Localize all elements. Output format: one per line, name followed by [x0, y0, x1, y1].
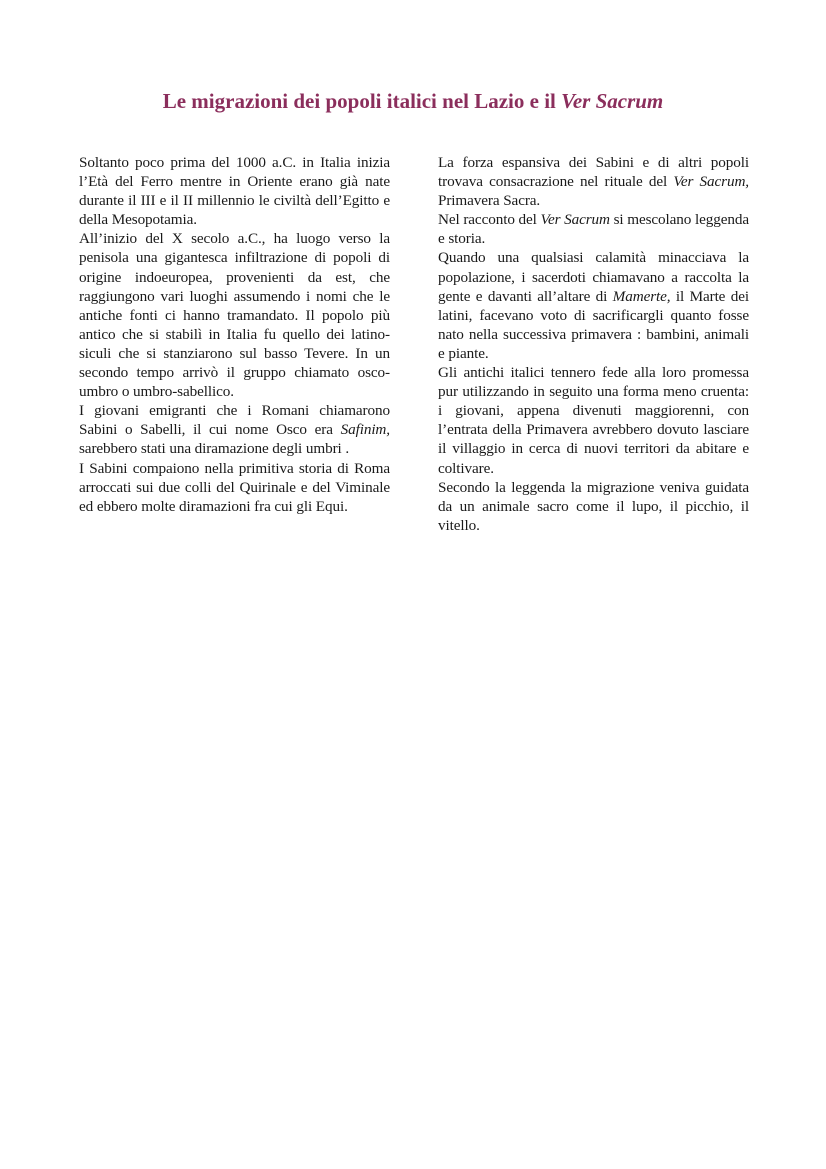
text-run: La forza espansiva dei Sabini e di altri popoli trovava consacrazione nel rituale del	[438, 154, 749, 191]
paragraph	[438, 210, 749, 248]
left-column	[79, 153, 390, 516]
text-run: Primavera Sacra.	[438, 192, 541, 210]
paragraph	[438, 248, 749, 363]
title-italic: Ver Sacrum	[561, 89, 664, 113]
title-main: Le migrazioni dei popoli italici nel Lazio e il	[162, 89, 562, 113]
text-run: si mescolano leggenda e storia.	[438, 211, 750, 248]
italic-text: Ver Sacrum,	[673, 173, 750, 191]
text-run: Quando una qualsiasi calamità minacciava la popolazione, i sacerdoti chiamavano a raccolta la gente e davanti all’altare di	[438, 249, 749, 305]
paragraph: Secondo la leggenda la migrazione veniva guidata da un animale sacro come il lupo, il picchio, il vitello.	[438, 478, 749, 534]
italic-text: Ver Sacrum	[540, 211, 610, 229]
paragraph: Gli antichi italici tennero fede alla loro promessa pur utilizzando in seguito una forma meno cruenta: i giovani, appena divenuti maggiorenni, con l’entrata della Primavera avrebbero dovuto lasciare il villaggio in cerca di nuovi territori da abitare e coltivare.	[438, 364, 749, 477]
text-run: Nel racconto del	[438, 211, 541, 229]
italic-text: Safinim,	[340, 421, 390, 439]
page-title	[0, 89, 826, 114]
text-run: sarebbero stati una diramazione degli umbri .	[79, 440, 350, 458]
paragraph	[438, 153, 749, 210]
paragraph: Soltanto poco prima del 1000 a.C. in Italia inizia l’Età del Ferro mentre in Oriente erano già nate durante il III e il II millennio le civiltà dell’Egitto e della Mesopotamia.	[79, 154, 390, 229]
paragraph	[79, 401, 390, 458]
italic-text: Mamerte,	[612, 287, 671, 305]
right-column	[438, 153, 749, 535]
paragraph: I Sabini compaiono nella primitiva storia di Roma arroccati sui due colli del Quirinale e del Viminale ed ebbero molte diramazioni fra cui gli Equi.	[79, 459, 390, 515]
text-run: il Marte dei latini, facevano voto di sacrificargli quanto fosse nato nella successiva primavera : bambini, animali e piante.	[438, 287, 749, 362]
paragraph: All’inizio del X secolo a.C., ha luogo verso la penisola una gigantesca infiltrazione di popoli di origine indoeuropea, provenienti da est, che raggiungono vari luoghi assumendo i nomi che le antiche fonti ci hanno tramandato. Il popolo più antico che si stabilì in Italia fu quello dei latino-siculi che si stanziarono sul basso Tevere. In un secondo tempo arrivò il gruppo chiamato osco-umbro o umbro-sabellico.	[79, 230, 390, 401]
text-run: I giovani emigranti che i Romani chiamarono Sabini o Sabelli, il cui nome Osco era	[79, 402, 390, 439]
